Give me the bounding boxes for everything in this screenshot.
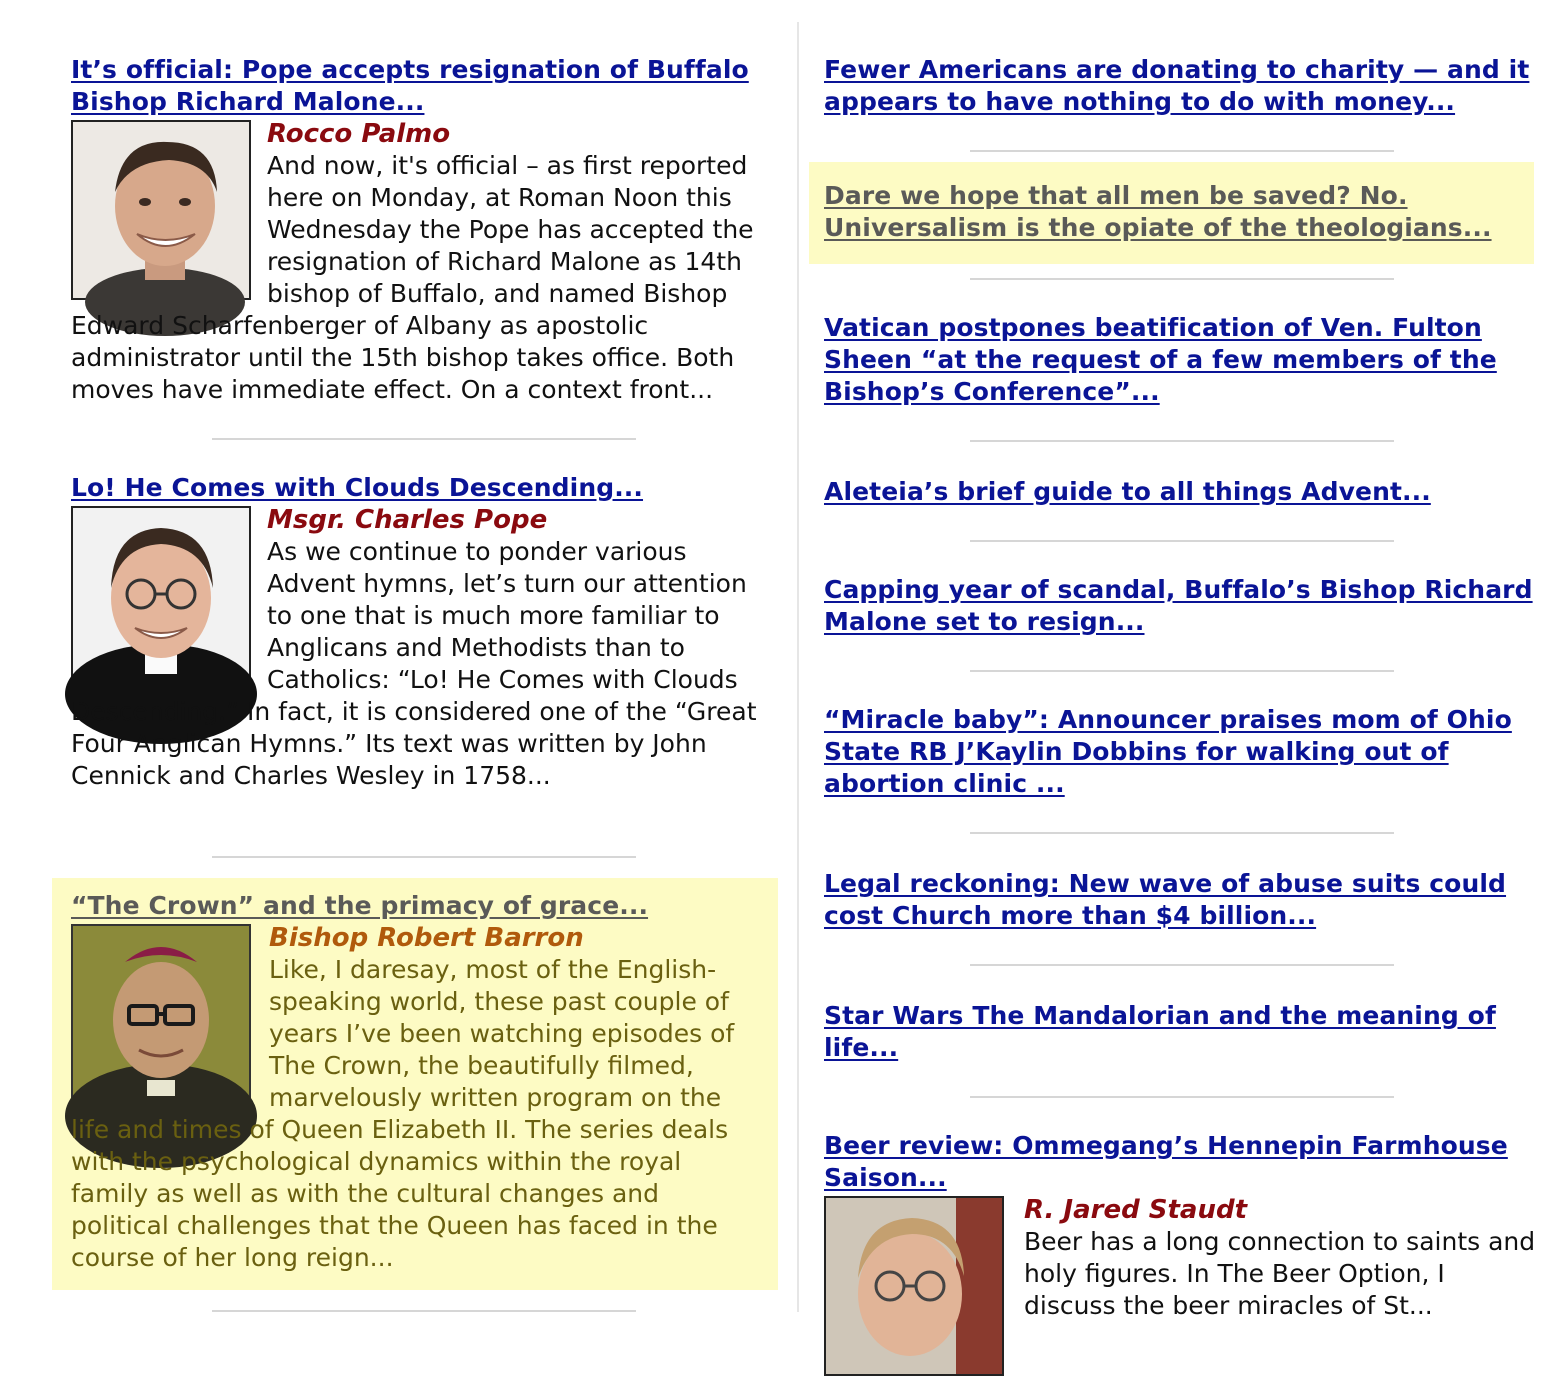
left-column (71, 54, 777, 1312)
author-name[interactable]: Rocco Palmo (267, 119, 451, 149)
story-rocco-palmo (71, 54, 777, 406)
spacer (71, 1290, 777, 1310)
author-photo-robert-barron[interactable] (71, 924, 251, 1104)
spacer (824, 118, 1540, 150)
story-jared-staudt (824, 1130, 1540, 1322)
portrait-image (73, 508, 249, 684)
portrait-image (73, 122, 249, 298)
spacer (71, 406, 777, 438)
spacer (824, 1064, 1540, 1096)
separator-line (970, 150, 1394, 152)
headline-link[interactable]: Star Wars The Mandalorian and the meaning of life... (824, 1001, 1496, 1062)
spacer (824, 280, 1540, 312)
author-name[interactable]: Bishop Robert Barron (269, 923, 584, 953)
headline-link[interactable]: Vatican postpones beatification of Ven. Fulton Sheen “at the request of a few members of the Bishop’s Conference”... (824, 313, 1497, 406)
headline-link[interactable]: Fewer Americans are donating to charity — and it appears to have nothing to do with money... (824, 55, 1530, 116)
spacer (824, 264, 1540, 278)
author-name[interactable]: R. Jared Staudt (1024, 1195, 1248, 1225)
separator-line (212, 856, 636, 858)
story-robert-barron (52, 878, 778, 1290)
separator-line (212, 1310, 636, 1312)
story-snippet: Beer has a long connection to saints and holy figures. In The Beer Option, I discuss the beer miracles of St... (1024, 1227, 1536, 1320)
headline-link[interactable]: Capping year of scandal, Buffalo’s Bishop Richard Malone set to resign... (824, 575, 1533, 636)
spacer (824, 408, 1540, 440)
spacer (824, 800, 1540, 832)
author-name[interactable]: Msgr. Charles Pope (267, 505, 548, 535)
story-snippet: And now, it's official – as first reported here on Monday, at Roman Noon this Wednesday the Pope has accepted the resignation of Richard Malone as 14th bishop of Buffalo, and named Bishop Edward Scharfenberger of Albany as apostolic administrator until the 15th bishop takes office. Both moves have immediate effect. On a context front... (71, 151, 754, 404)
spacer (71, 824, 777, 856)
portrait-image (826, 1198, 1002, 1374)
spacer (824, 442, 1540, 476)
spacer (824, 508, 1540, 540)
story-snippet: Like, I daresay, most of the English-speaking world, these past couple of years I’ve been watching episodes of The Crown, the beautifully filmed, marvelously written program on the life and times of Queen Elizabeth II. The series deals with the psychological dynamics within the royal family as well as with the cultural changes and political challenges that the Queen has faced in the course of her long reign... (71, 955, 735, 1272)
highlighted-headline-block (809, 162, 1534, 264)
spacer (71, 440, 777, 472)
author-photo-jared-staudt[interactable] (824, 1196, 1004, 1376)
story-headline-link[interactable]: Lo! He Comes with Clouds Descending... (71, 473, 644, 502)
spacer (824, 834, 1540, 868)
spacer (824, 932, 1540, 964)
headline-link[interactable]: “Miracle baby”: Announcer praises mom of Ohio State RB J’Kaylin Dobbins for walking out of abortion clinic ... (824, 705, 1512, 798)
spacer (824, 638, 1540, 670)
spacer (824, 672, 1540, 704)
story-headline-link[interactable]: It’s official: Pope accepts resignation of Buffalo Bishop Richard Malone... (71, 55, 749, 116)
headline-link[interactable]: Legal reckoning: New wave of abuse suits could cost Church more than $4 billion... (824, 869, 1507, 930)
portrait-image (73, 926, 249, 1102)
column-divider (797, 22, 799, 1312)
author-photo-charles-pope[interactable] (71, 506, 251, 686)
story-headline-link[interactable]: Beer review: Ommegang’s Hennepin Farmhouse Saison... (824, 1131, 1508, 1192)
story-headline-link[interactable]: “The Crown” and the primacy of grace... (71, 891, 649, 920)
headline-link[interactable]: Aleteia’s brief guide to all things Advent... (824, 477, 1431, 506)
story-charles-pope (71, 472, 777, 824)
author-photo-rocco-palmo[interactable] (71, 120, 251, 300)
spacer (824, 542, 1540, 574)
headline-link[interactable]: Dare we hope that all men be saved? No. Universalism is the opiate of the theologians... (824, 181, 1492, 242)
right-column (824, 54, 1540, 1376)
spacer (824, 966, 1540, 1000)
spacer (824, 1098, 1540, 1130)
story-snippet: As we continue to ponder various Advent hymns, let’s turn our attention to one that is much more familiar to Anglicans and Methodists than to Catholics: “Lo! He Comes with Clouds Descending.” In fact, it is considered one of the “Great Four Anglican Hymns.” Its text was written by John Cennick and Charles Wesley in 1758... (71, 537, 757, 790)
